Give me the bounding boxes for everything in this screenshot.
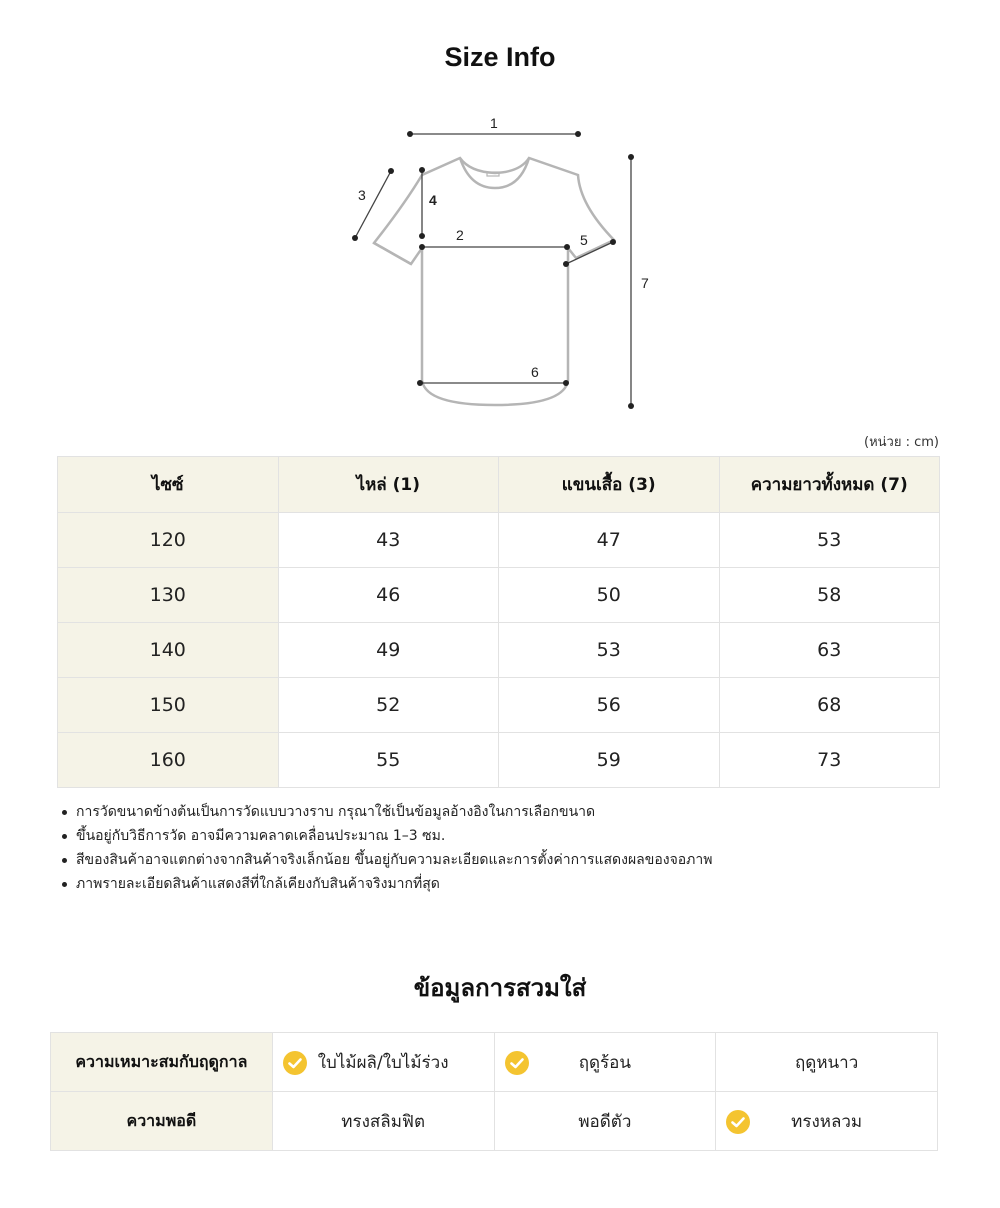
option-label: ทรงหลวม <box>791 1111 863 1132</box>
length-cell: 73 <box>719 733 940 788</box>
row-label: ความเหมาะสมกับฤดูกาล <box>51 1033 273 1092</box>
diagram-label-6: 6 <box>531 364 539 380</box>
sleeve-cell: 59 <box>499 733 720 788</box>
diagram-label-7: 7 <box>641 275 649 291</box>
table-row <box>58 733 940 788</box>
option-label: ใบไม้ผลิ/ใบไม้ร่วง <box>317 1052 449 1073</box>
shoulder-cell: 55 <box>278 733 499 788</box>
option-label: พอดีตัว <box>578 1111 632 1132</box>
size-table <box>57 456 940 788</box>
size-info-title: Size Info <box>444 42 556 72</box>
option-cell <box>494 1092 716 1151</box>
sleeve-cell: 47 <box>499 513 720 568</box>
header-total-length: ความยาวทั้งหมด (7) <box>719 457 940 513</box>
tshirt-measurement-diagram <box>330 110 670 420</box>
table-row <box>58 513 940 568</box>
option-cell <box>716 1092 938 1151</box>
fit-row-fit <box>51 1092 938 1151</box>
table-row <box>58 568 940 623</box>
check-icon <box>505 1051 529 1075</box>
sleeve-cell: 50 <box>499 568 720 623</box>
sleeve-cell: 56 <box>499 678 720 733</box>
note-item: สีของสินค้าอาจแตกต่างจากสินค้าจริงเล็กน้อย ขึ้นอยู่กับความละเอียดและการตั้งค่าการแสดงผลของจอภาพ <box>76 848 713 872</box>
shoulder-cell: 43 <box>278 513 499 568</box>
length-cell: 68 <box>719 678 940 733</box>
size-table-header-row <box>58 457 940 513</box>
option-label: ทรงสลิมฟิต <box>341 1111 425 1132</box>
option-cell <box>272 1092 494 1151</box>
note-item: ภาพรายละเอียดสินค้าแสดงสีที่ใกล้เคียงกับสินค้าจริงมากที่สุด <box>76 872 713 896</box>
diagram-label-1: 1 <box>490 115 498 131</box>
diagram-label-4: 4 <box>429 192 437 208</box>
table-row <box>58 623 940 678</box>
notes-list <box>60 800 713 896</box>
table-row <box>58 678 940 733</box>
option-cell <box>494 1033 716 1092</box>
fit-row-season <box>51 1033 938 1092</box>
diagram-label-3: 3 <box>358 187 366 203</box>
sleeve-cell: 53 <box>499 623 720 678</box>
size-cell: 130 <box>58 568 279 623</box>
note-item: การวัดขนาดข้างต้นเป็นการวัดแบบวางราบ กรุณาใช้เป็นข้อมูลอ้างอิงในการเลือกขนาด <box>76 800 713 824</box>
shoulder-cell: 46 <box>278 568 499 623</box>
size-cell: 140 <box>58 623 279 678</box>
length-cell: 53 <box>719 513 940 568</box>
length-cell: 63 <box>719 623 940 678</box>
diagram-label-5: 5 <box>580 232 588 248</box>
header-size: ไซซ์ <box>58 457 279 513</box>
fit-table <box>50 1032 938 1151</box>
option-label: ฤดูร้อน <box>578 1052 632 1073</box>
option-label: ฤดูหนาว <box>794 1052 859 1073</box>
row-label: ความพอดี <box>51 1092 273 1151</box>
option-cell <box>272 1033 494 1092</box>
note-item: ขึ้นอยู่กับวิธีการวัด อาจมีความคลาดเคลื่อนประมาณ 1–3 ซม. <box>76 824 713 848</box>
shoulder-cell: 49 <box>278 623 499 678</box>
size-cell: 150 <box>58 678 279 733</box>
shoulder-cell: 52 <box>278 678 499 733</box>
check-icon <box>283 1051 307 1075</box>
unit-label: (หน่วย : cm) <box>864 435 939 450</box>
check-icon <box>726 1110 750 1134</box>
option-cell <box>716 1033 938 1092</box>
diagram-label-2: 2 <box>456 227 464 243</box>
size-cell: 160 <box>58 733 279 788</box>
length-cell: 58 <box>719 568 940 623</box>
header-shoulder: ไหล่ (1) <box>278 457 499 513</box>
fit-info-title: ข้อมูลการสวมใส่ <box>413 974 587 1002</box>
size-cell: 120 <box>58 513 279 568</box>
header-sleeve: แขนเสื้อ (3) <box>499 457 720 513</box>
